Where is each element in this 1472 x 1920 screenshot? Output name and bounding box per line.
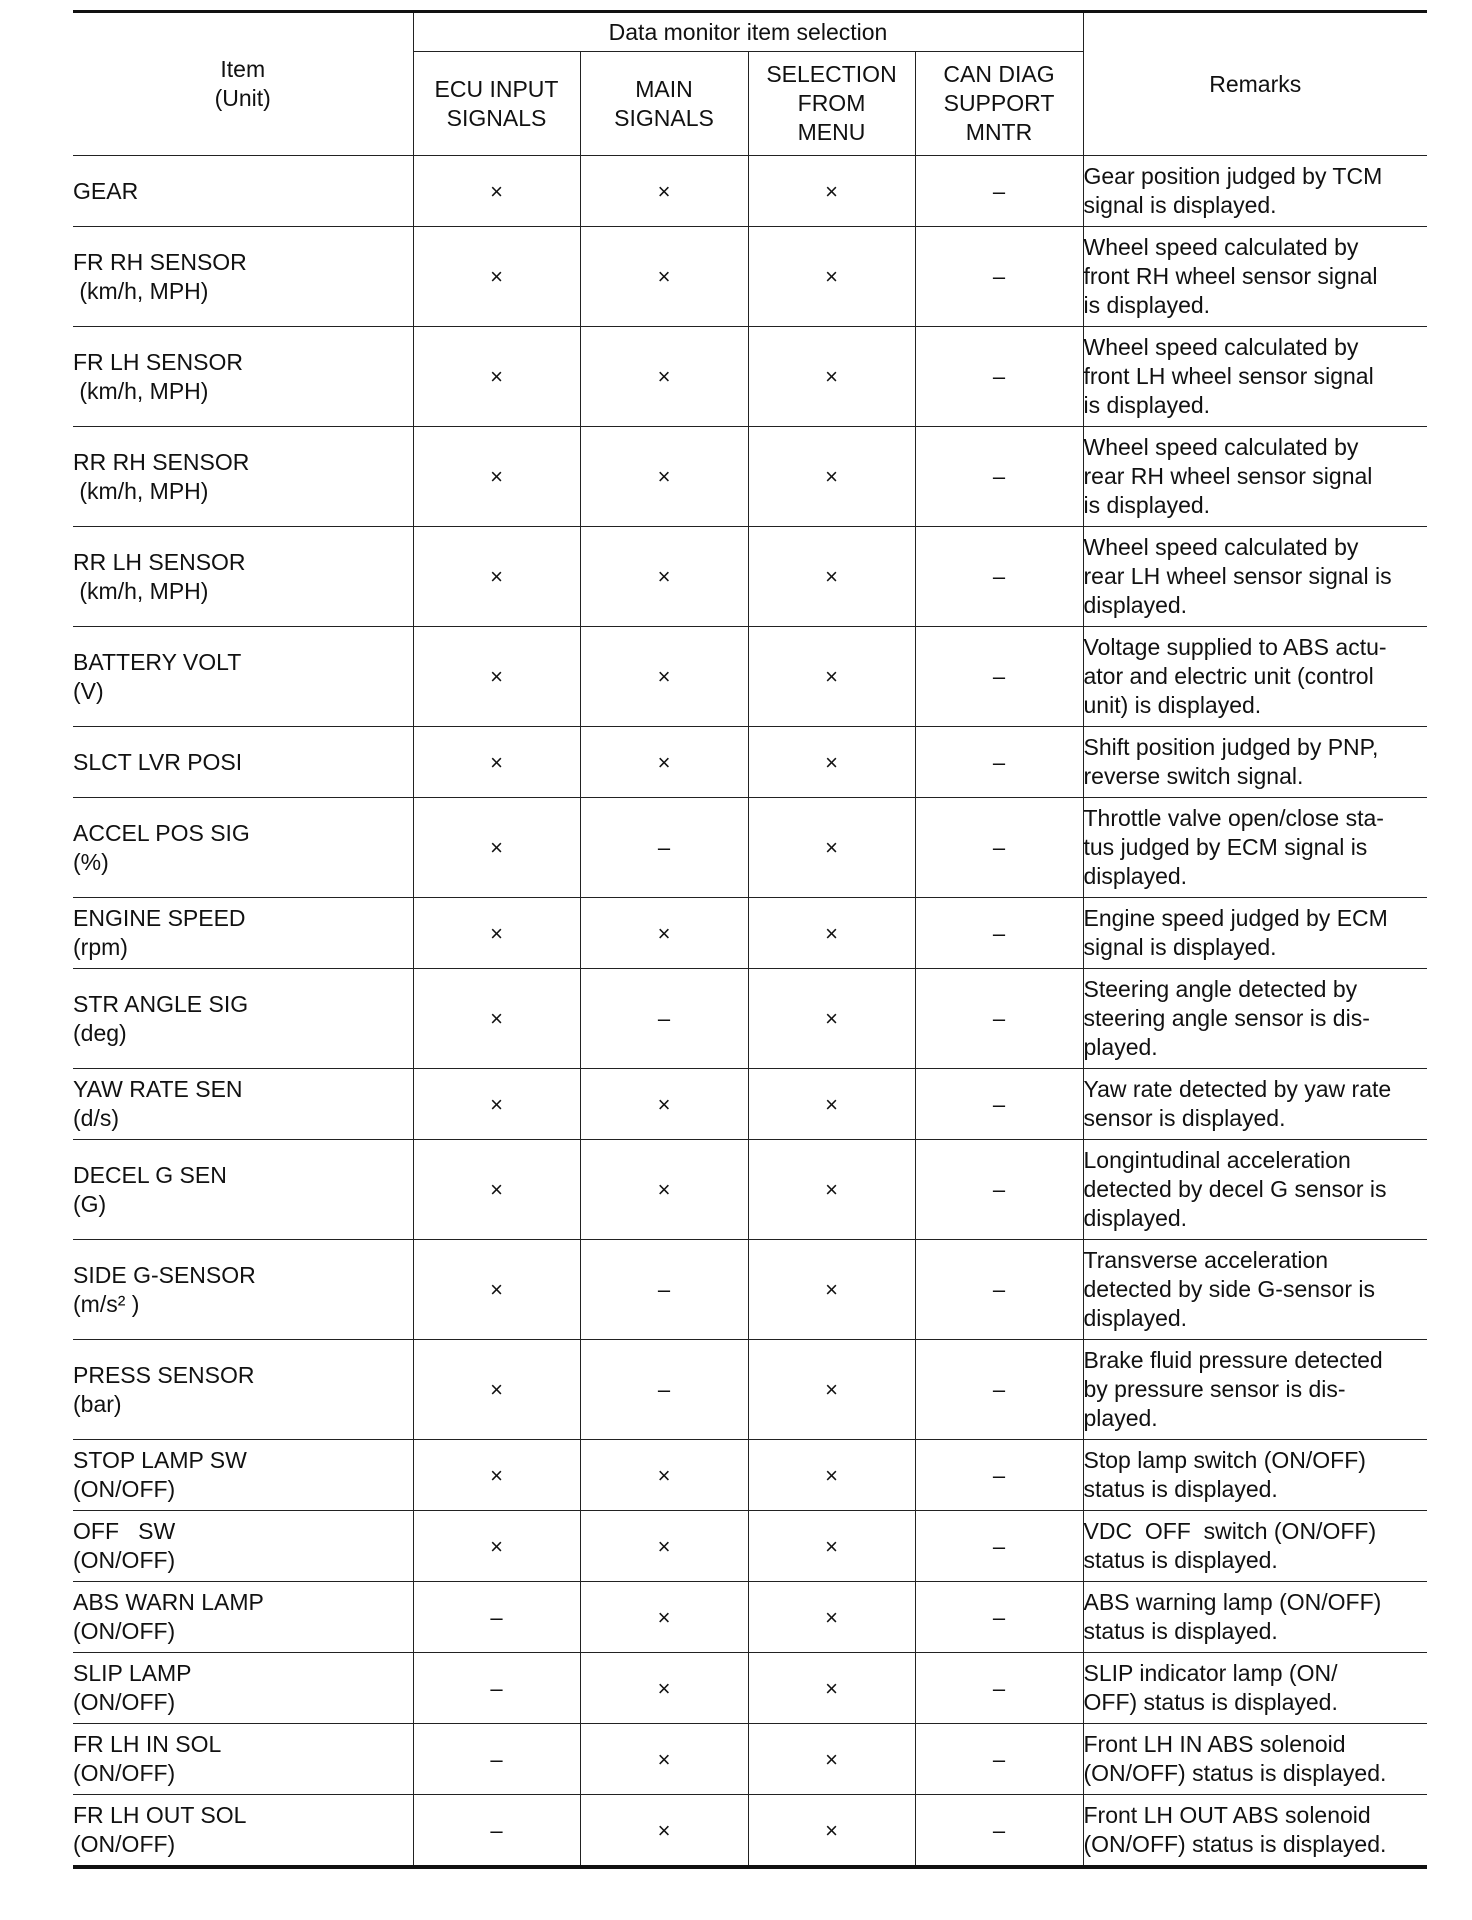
selection-mark: × <box>748 156 915 227</box>
table-row <box>73 1340 1427 1440</box>
item-unit: (km/h, MPH) <box>73 477 209 504</box>
item-name: DECEL G SEN <box>73 1161 227 1188</box>
item-cell <box>73 427 413 527</box>
remarks-line: status is displayed. <box>1083 1618 1278 1644</box>
selection-mark: × <box>413 156 580 227</box>
item-cell <box>73 969 413 1069</box>
remarks-cell <box>1083 898 1427 969</box>
remarks-line: Throttle valve open/close sta- <box>1083 805 1384 831</box>
item-unit: (bar) <box>73 1390 122 1417</box>
remarks-line: unit) is displayed. <box>1083 692 1262 718</box>
remarks-cell <box>1083 1340 1427 1440</box>
selection-mark: – <box>413 1795 580 1868</box>
header-text-line: SIGNALS <box>446 104 547 131</box>
item-unit: (km/h, MPH) <box>73 277 209 304</box>
table-row <box>73 327 1427 427</box>
item-cell <box>73 327 413 427</box>
item-cell <box>73 156 413 227</box>
selection-mark: × <box>580 1440 748 1511</box>
item-name: ACCEL POS SIG <box>73 819 250 846</box>
remarks-cell <box>1083 1240 1427 1340</box>
item-cell <box>73 1653 413 1724</box>
remarks-line: displayed. <box>1083 1205 1188 1231</box>
selection-mark: – <box>915 527 1083 627</box>
remarks-line: signal is displayed. <box>1083 934 1277 960</box>
remarks-cell <box>1083 327 1427 427</box>
item-cell <box>73 1140 413 1240</box>
remarks-line: signal is displayed. <box>1083 192 1277 218</box>
selection-mark: × <box>413 898 580 969</box>
selection-mark: × <box>580 327 748 427</box>
remarks-line: is displayed. <box>1083 292 1211 318</box>
selection-mark: × <box>748 527 915 627</box>
remarks-line: SLIP indicator lamp (ON/ <box>1083 1660 1338 1686</box>
remarks-cell <box>1083 427 1427 527</box>
remarks-line: displayed. <box>1083 863 1188 889</box>
selection-mark: × <box>748 969 915 1069</box>
remarks-line: rear LH wheel sensor signal is <box>1083 563 1392 589</box>
selection-mark: – <box>580 969 748 1069</box>
item-name: YAW RATE SEN <box>73 1076 243 1102</box>
remarks-line: by pressure sensor is dis- <box>1083 1376 1346 1402</box>
item-cell <box>73 798 413 898</box>
item-name: ABS WARN LAMP <box>73 1589 264 1615</box>
remarks-line: Gear position judged by TCM <box>1083 163 1383 189</box>
selection-mark: × <box>580 1069 748 1140</box>
selection-mark: × <box>413 327 580 427</box>
remarks-cell <box>1083 227 1427 327</box>
remarks-line: displayed. <box>1083 1305 1188 1331</box>
table-row <box>73 227 1427 327</box>
remarks-line: VDC OFF switch (ON/OFF) <box>1083 1518 1377 1544</box>
table-row <box>73 1140 1427 1240</box>
header-selection-from-menu <box>748 52 915 156</box>
selection-mark: – <box>580 1340 748 1440</box>
selection-mark: × <box>748 1240 915 1340</box>
selection-mark: – <box>915 156 1083 227</box>
remarks-line: is displayed. <box>1083 392 1211 418</box>
selection-mark: × <box>748 327 915 427</box>
selection-mark: × <box>748 1069 915 1140</box>
remarks-line: rear RH wheel sensor signal <box>1083 463 1373 489</box>
header-item <box>73 12 413 156</box>
table-row <box>73 527 1427 627</box>
header-text-line: SIGNALS <box>614 104 714 131</box>
selection-mark: × <box>748 1511 915 1582</box>
remarks-line: reverse switch signal. <box>1083 763 1304 789</box>
item-cell <box>73 1582 413 1653</box>
table-row <box>73 969 1427 1069</box>
remarks-cell <box>1083 1140 1427 1240</box>
item-name: FR RH SENSOR <box>73 248 247 275</box>
selection-mark: × <box>580 1653 748 1724</box>
item-name: BATTERY VOLT <box>73 648 242 675</box>
header-text-line: MAIN <box>635 75 693 102</box>
remarks-line: sensor is displayed. <box>1083 1105 1286 1131</box>
item-cell <box>73 1069 413 1140</box>
table-row <box>73 1440 1427 1511</box>
selection-mark: × <box>748 1340 915 1440</box>
remarks-line: tus judged by ECM signal is <box>1083 834 1368 860</box>
item-cell <box>73 1795 413 1868</box>
selection-mark: – <box>580 798 748 898</box>
selection-mark: × <box>413 1240 580 1340</box>
remarks-cell <box>1083 1724 1427 1795</box>
remarks-line: Yaw rate detected by yaw rate <box>1083 1076 1392 1102</box>
selection-mark: × <box>748 627 915 727</box>
selection-mark: × <box>413 1140 580 1240</box>
remarks-line: (ON/OFF) status is displayed. <box>1083 1760 1387 1786</box>
table-row <box>73 1653 1427 1724</box>
selection-mark: × <box>580 156 748 227</box>
selection-mark: × <box>748 1724 915 1795</box>
data-monitor-table <box>73 10 1427 1869</box>
item-cell <box>73 627 413 727</box>
selection-mark: × <box>413 727 580 798</box>
item-cell <box>73 727 413 798</box>
table-row <box>73 1511 1427 1582</box>
item-cell <box>73 1511 413 1582</box>
remarks-line: status is displayed. <box>1083 1476 1278 1502</box>
selection-mark: – <box>915 1069 1083 1140</box>
remarks-line: played. <box>1083 1034 1158 1060</box>
remarks-line: Front LH OUT ABS solenoid <box>1083 1802 1371 1828</box>
table-row <box>73 1069 1427 1140</box>
selection-mark: × <box>580 727 748 798</box>
selection-mark: × <box>580 627 748 727</box>
header-text-line: SUPPORT <box>943 90 1055 116</box>
remarks-line: front RH wheel sensor signal <box>1083 263 1378 289</box>
selection-mark: × <box>748 1582 915 1653</box>
selection-mark: – <box>915 1795 1083 1868</box>
selection-mark: – <box>915 1724 1083 1795</box>
remarks-cell <box>1083 969 1427 1069</box>
table-row <box>73 1795 1427 1868</box>
remarks-line: is displayed. <box>1083 492 1211 518</box>
remarks-cell <box>1083 1069 1427 1140</box>
selection-mark: – <box>915 327 1083 427</box>
remarks-line: ABS warning lamp (ON/OFF) <box>1083 1589 1382 1615</box>
selection-mark: – <box>915 1653 1083 1724</box>
selection-mark: × <box>580 1582 748 1653</box>
item-unit: (V) <box>73 677 104 704</box>
remarks-line: (ON/OFF) status is displayed. <box>1083 1831 1387 1857</box>
selection-mark: – <box>915 798 1083 898</box>
selection-mark: – <box>580 1240 748 1340</box>
item-unit: (ON/OFF) <box>73 1831 176 1857</box>
remarks-line: OFF) status is displayed. <box>1083 1689 1338 1715</box>
selection-mark: × <box>748 227 915 327</box>
item-unit: (ON/OFF) <box>73 1618 176 1644</box>
remarks-line: Wheel speed calculated by <box>1083 534 1359 560</box>
header-text-line: CAN DIAG <box>943 61 1055 87</box>
item-unit: (ON/OFF) <box>73 1547 176 1573</box>
selection-mark: – <box>915 1340 1083 1440</box>
remarks-line: Voltage supplied to ABS actu- <box>1083 634 1387 660</box>
item-cell <box>73 1240 413 1340</box>
item-cell <box>73 227 413 327</box>
header-text-line: FROM <box>797 90 866 116</box>
item-unit: (rpm) <box>73 934 128 960</box>
selection-mark: – <box>915 1582 1083 1653</box>
header-item-line: Item <box>220 56 266 82</box>
selection-mark: – <box>413 1724 580 1795</box>
selection-mark: × <box>413 627 580 727</box>
table-row <box>73 1582 1427 1653</box>
item-name: RR LH SENSOR <box>73 548 246 575</box>
item-name: GEAR <box>73 177 139 204</box>
data-monitor-sheet <box>73 10 1427 1869</box>
remarks-line: detected by decel G sensor is <box>1083 1176 1387 1202</box>
item-cell <box>73 1340 413 1440</box>
remarks-line: Wheel speed calculated by <box>1083 434 1359 460</box>
header-text-line: MNTR <box>965 119 1033 145</box>
selection-mark: – <box>915 1440 1083 1511</box>
header-ecu-input-signals <box>413 52 580 156</box>
remarks-line: displayed. <box>1083 592 1188 618</box>
selection-mark: × <box>748 798 915 898</box>
remarks-line: front LH wheel sensor signal <box>1083 363 1374 389</box>
item-unit: (d/s) <box>73 1105 119 1131</box>
item-name: ENGINE SPEED <box>73 905 246 931</box>
item-unit: (m/s² ) <box>73 1290 140 1317</box>
item-name: PRESS SENSOR <box>73 1361 255 1388</box>
selection-mark: × <box>413 227 580 327</box>
remarks-line: Transverse acceleration <box>1083 1247 1329 1273</box>
header-selection-group: Data monitor item selection <box>413 12 1083 52</box>
header-text-line: MENU <box>797 119 866 145</box>
item-unit: (G) <box>73 1190 107 1217</box>
selection-mark: – <box>915 727 1083 798</box>
selection-mark: × <box>580 1511 748 1582</box>
item-name: STOP LAMP SW <box>73 1447 247 1473</box>
selection-mark: × <box>748 1440 915 1511</box>
selection-mark: × <box>580 227 748 327</box>
remarks-cell <box>1083 156 1427 227</box>
header-can-diag-support-mntr <box>915 52 1083 156</box>
item-name: SLIP LAMP <box>73 1660 192 1686</box>
table-row <box>73 898 1427 969</box>
remarks-line: Steering angle detected by <box>1083 976 1358 1002</box>
selection-mark: × <box>580 1140 748 1240</box>
item-name: FR LH SENSOR <box>73 348 243 375</box>
table-row <box>73 627 1427 727</box>
remarks-cell <box>1083 727 1427 798</box>
selection-mark: × <box>748 1653 915 1724</box>
remarks-line: Shift position judged by PNP, <box>1083 734 1379 760</box>
remarks-line: Wheel speed calculated by <box>1083 234 1359 260</box>
remarks-cell <box>1083 1440 1427 1511</box>
remarks-cell <box>1083 1511 1427 1582</box>
item-name: FR LH OUT SOL <box>73 1802 247 1828</box>
selection-mark: × <box>748 1795 915 1868</box>
selection-mark: × <box>748 898 915 969</box>
selection-mark: × <box>580 527 748 627</box>
remarks-cell <box>1083 627 1427 727</box>
item-unit: (ON/OFF) <box>73 1760 176 1786</box>
item-unit: (%) <box>73 848 109 875</box>
item-cell <box>73 1724 413 1795</box>
remarks-line: Engine speed judged by ECM <box>1083 905 1388 931</box>
item-unit: (ON/OFF) <box>73 1689 176 1715</box>
table-row <box>73 1724 1427 1795</box>
selection-mark: × <box>580 1795 748 1868</box>
item-name: OFF SW <box>73 1518 176 1544</box>
selection-mark: – <box>915 1140 1083 1240</box>
selection-mark: × <box>748 1140 915 1240</box>
remarks-cell <box>1083 1795 1427 1868</box>
selection-mark: × <box>413 798 580 898</box>
selection-mark: – <box>915 898 1083 969</box>
selection-mark: – <box>915 969 1083 1069</box>
table-row <box>73 427 1427 527</box>
header-main-signals <box>580 52 748 156</box>
remarks-line: detected by side G-sensor is <box>1083 1276 1375 1302</box>
remarks-line: ator and electric unit (control <box>1083 663 1374 689</box>
selection-mark: × <box>580 1724 748 1795</box>
selection-mark: – <box>413 1582 580 1653</box>
header-text-line: ECU INPUT <box>434 75 559 102</box>
selection-mark: × <box>413 427 580 527</box>
selection-mark: – <box>915 627 1083 727</box>
remarks-line: steering angle sensor is dis- <box>1083 1005 1370 1031</box>
item-unit: (deg) <box>73 1019 127 1046</box>
selection-mark: × <box>580 427 748 527</box>
selection-mark: × <box>748 727 915 798</box>
remarks-line: Stop lamp switch (ON/OFF) <box>1083 1447 1366 1473</box>
item-cell <box>73 527 413 627</box>
item-cell <box>73 1440 413 1511</box>
selection-mark: × <box>413 527 580 627</box>
selection-mark: – <box>915 1240 1083 1340</box>
selection-mark: × <box>413 1340 580 1440</box>
selection-mark: – <box>915 1511 1083 1582</box>
remarks-cell <box>1083 798 1427 898</box>
selection-mark: – <box>413 1653 580 1724</box>
remarks-cell <box>1083 1653 1427 1724</box>
selection-mark: × <box>748 427 915 527</box>
item-name: RR RH SENSOR <box>73 448 250 475</box>
table-row <box>73 727 1427 798</box>
table-row <box>73 156 1427 227</box>
selection-mark: × <box>413 1440 580 1511</box>
remarks-cell <box>1083 527 1427 627</box>
selection-mark: × <box>580 898 748 969</box>
item-name: SLCT LVR POSI <box>73 748 243 775</box>
item-unit: (km/h, MPH) <box>73 377 209 404</box>
item-name: SIDE G-SENSOR <box>73 1261 256 1288</box>
remarks-line: Wheel speed calculated by <box>1083 334 1359 360</box>
remarks-line: Brake fluid pressure detected <box>1083 1347 1383 1373</box>
item-cell <box>73 898 413 969</box>
remarks-line: status is displayed. <box>1083 1547 1278 1573</box>
selection-mark: – <box>915 227 1083 327</box>
remarks-line: Front LH IN ABS solenoid <box>1083 1731 1346 1757</box>
table-row <box>73 798 1427 898</box>
selection-mark: × <box>413 969 580 1069</box>
item-name: FR LH IN SOL <box>73 1731 222 1757</box>
table-body <box>73 156 1427 1868</box>
header-text-line: SELECTION <box>766 61 897 87</box>
item-unit: (ON/OFF) <box>73 1476 176 1502</box>
selection-mark: × <box>413 1511 580 1582</box>
header-unit-line: (Unit) <box>214 85 271 111</box>
item-unit: (km/h, MPH) <box>73 577 209 604</box>
table-row <box>73 1240 1427 1340</box>
selection-mark: × <box>413 1069 580 1140</box>
remarks-line: played. <box>1083 1405 1158 1431</box>
remarks-line: Longintudinal acceleration <box>1083 1147 1351 1173</box>
remarks-cell <box>1083 1582 1427 1653</box>
header-remarks: Remarks <box>1083 12 1427 156</box>
selection-mark: – <box>915 427 1083 527</box>
item-name: STR ANGLE SIG <box>73 990 249 1017</box>
